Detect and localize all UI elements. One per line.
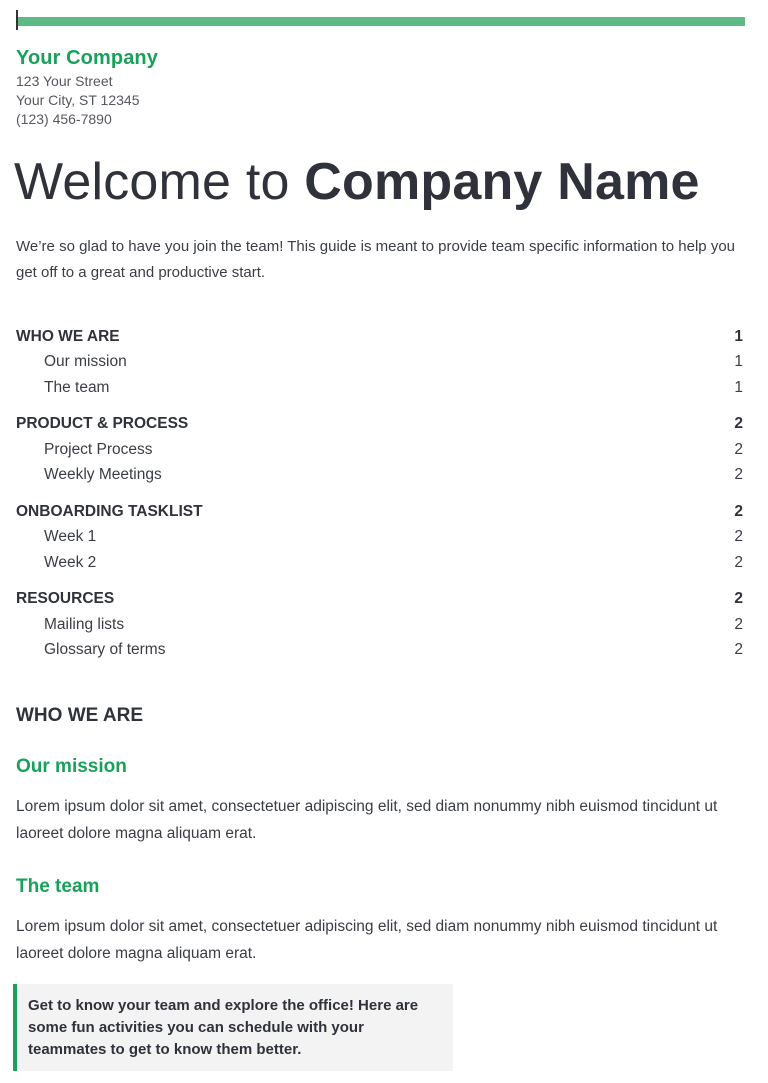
toc-label: WHO WE ARE: [16, 328, 120, 345]
toc-page-number: 2: [734, 466, 743, 483]
toc-label: Week 2: [44, 554, 97, 571]
subheading-our-mission: Our mission: [16, 756, 127, 777]
address-city: Your City, ST 12345: [16, 92, 140, 108]
toc-item-glossary-of-terms[interactable]: [16, 639, 743, 661]
toc-label: The team: [44, 379, 110, 396]
toc-item-mailing-lists[interactable]: [16, 614, 743, 636]
page-title-company: Company Name: [304, 153, 700, 211]
toc-label: Mailing lists: [44, 616, 125, 633]
callout-box: [13, 984, 453, 1071]
toc-page-number: 1: [734, 379, 743, 396]
toc-item-our-mission[interactable]: [16, 351, 743, 373]
callout-text: Get to know your team and explore the office! Here are some fun activities you can schedule with your teammates to get to know them better.: [28, 997, 419, 1058]
company-name: Your Company: [16, 47, 158, 69]
toc-section-product-process[interactable]: [16, 413, 743, 435]
toc-page-number: 2: [734, 503, 743, 520]
toc-label: Weekly Meetings: [44, 466, 162, 483]
page-title: [14, 152, 700, 212]
toc-page-number: 2: [734, 441, 743, 458]
address-phone: (123) 456-7890: [16, 111, 112, 127]
toc-page-number: 2: [734, 528, 743, 545]
toc-label: PRODUCT & PROCESS: [16, 415, 189, 432]
toc-item-project-process[interactable]: [16, 439, 743, 461]
team-paragraph: Lorem ipsum dolor sit amet, consectetuer adipiscing elit, sed diam nonummy nibh euismod tincidunt ut laoreet dolore magna aliquam erat.: [16, 918, 718, 962]
toc-page-number: 1: [734, 328, 743, 345]
toc-section-who-we-are[interactable]: [16, 326, 743, 348]
toc-label: ONBOARDING TASKLIST: [16, 503, 203, 520]
text-cursor: [16, 10, 18, 30]
toc-label: RESOURCES: [16, 590, 115, 607]
toc-item-weekly-meetings[interactable]: [16, 464, 743, 486]
subheading-the-team: The team: [16, 876, 100, 897]
address-street: 123 Your Street: [16, 73, 113, 89]
toc-section-resources[interactable]: [16, 588, 743, 610]
section-heading-who-we-are: WHO WE ARE: [16, 705, 144, 726]
toc-page-number: 2: [734, 590, 743, 607]
toc-page-number: 2: [734, 641, 743, 658]
intro-paragraph: We’re so glad to have you join the team! This guide is meant to provide team specific information to help you get off to a great and productive start.: [16, 238, 736, 281]
toc-label: Our mission: [44, 353, 127, 370]
toc-item-week-2[interactable]: [16, 552, 743, 574]
toc-label: Week 1: [44, 528, 97, 545]
toc-page-number: 2: [734, 415, 743, 432]
page-title-prefix: Welcome to: [14, 153, 305, 211]
toc-page-number: 1: [734, 353, 743, 370]
toc-item-the-team[interactable]: [16, 377, 743, 399]
toc-page-number: 2: [734, 554, 743, 571]
header-accent-rule: [17, 17, 745, 26]
toc-label: Project Process: [44, 441, 153, 458]
mission-paragraph: Lorem ipsum dolor sit amet, consectetuer adipiscing elit, sed diam nonummy nibh euismod tincidunt ut laoreet dolore magna aliquam erat.: [16, 798, 718, 842]
toc-label: Glossary of terms: [44, 641, 166, 658]
toc-page-number: 2: [734, 616, 743, 633]
toc-section-onboarding-tasklist[interactable]: [16, 501, 743, 523]
toc-item-week-1[interactable]: [16, 526, 743, 548]
